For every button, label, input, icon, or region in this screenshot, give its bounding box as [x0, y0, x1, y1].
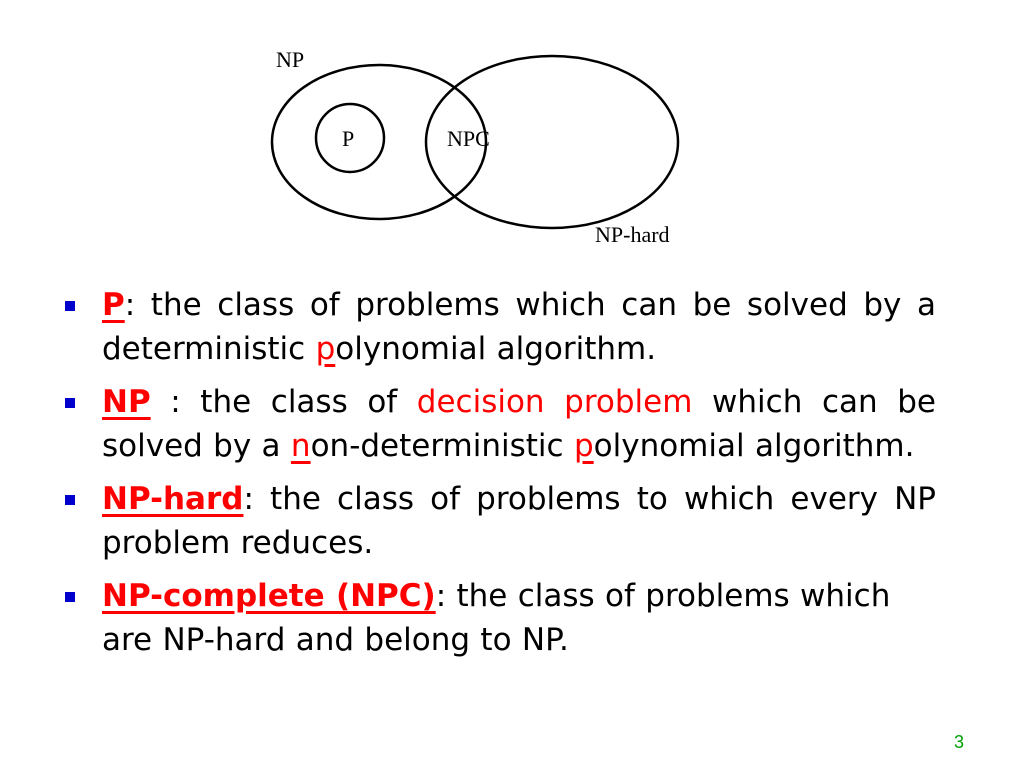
bullet-marker: [65, 495, 75, 505]
bullet-marker: [65, 592, 75, 602]
highlight-decision-problem: decision problem: [416, 384, 693, 420]
definition-np-text-mid: which can be solved by a: [102, 384, 936, 464]
complexity-class-venn-diagram: [0, 0, 1024, 260]
term-np-hard: NP-hard: [102, 481, 244, 517]
definition-list: [0, 283, 1024, 671]
bullet-marker: [65, 398, 75, 408]
np-hard-label: NP-hard: [595, 222, 670, 247]
definition-p-text: : the class of problems which can be solved by a deterministic: [102, 287, 936, 367]
bullet-np-hard: [0, 477, 936, 565]
highlight-letter-p: p: [573, 428, 594, 464]
definition-np-text: : the class of: [150, 384, 417, 420]
bullet-marker: [65, 301, 75, 311]
highlight-letter-p: p: [315, 331, 336, 367]
bullet-npc: [0, 574, 936, 662]
highlight-letter-n: n: [290, 428, 311, 464]
p-label: P: [342, 126, 355, 151]
term-p: P: [102, 287, 125, 323]
term-np: NP: [102, 384, 151, 420]
term-npc: NP-complete (NPC): [102, 578, 436, 614]
definition-np-text-end: olynomial algorithm.: [593, 428, 915, 464]
definition-np-hard-text: : the class of problems to which every NP problem reduces.: [102, 481, 936, 561]
definition-npc-text: : the class of problems which are NP-hard and belong to NP.: [102, 578, 891, 658]
page-number: 3: [953, 732, 964, 752]
definition-np-text-mid2: on-deterministic: [310, 428, 574, 464]
np-label: NP: [276, 47, 305, 72]
npc-label: NPC: [447, 126, 490, 151]
bullet-np: [0, 380, 936, 468]
bullet-p: [0, 283, 936, 371]
definition-p-text-end: olynomial algorithm.: [335, 331, 657, 367]
